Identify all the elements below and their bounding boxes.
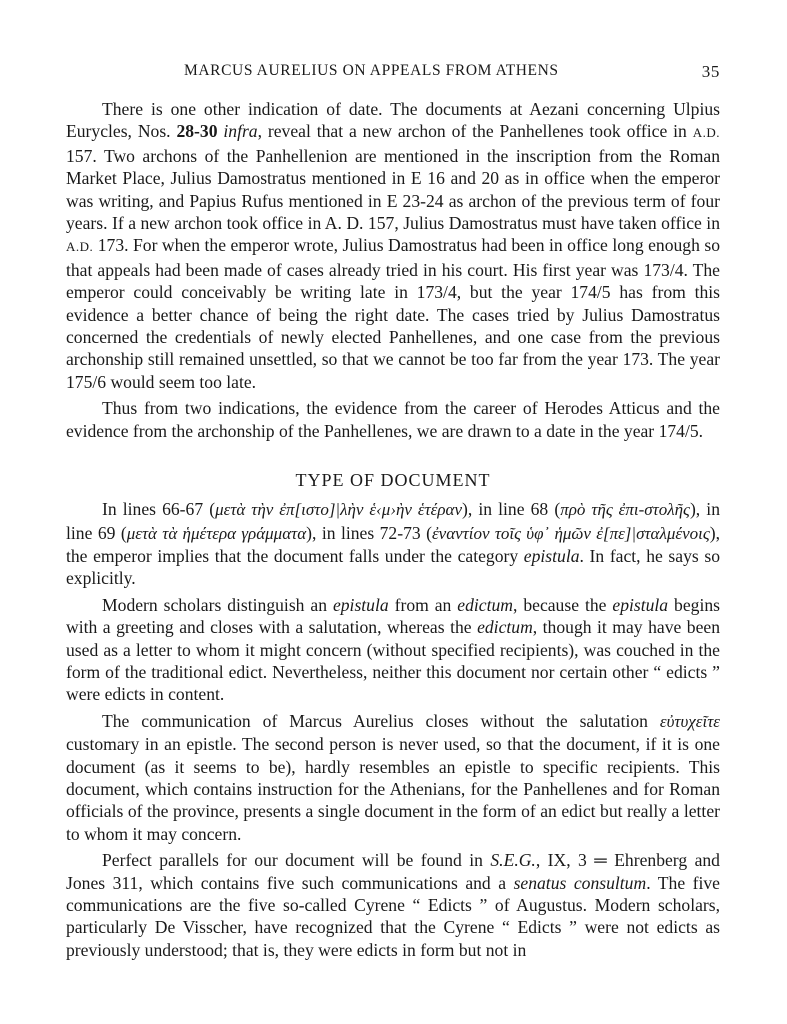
greek-quote: πρὸ τῆς ἐπι-στολῆς: [560, 500, 690, 520]
body-text: [66, 98, 720, 965]
paragraph-line-references: In lines 66-67 (μετὰ τὴν ἐπ[ιστο]|λὴν ἑ‹μ›ὴν ἑτέραν), in line 68 (πρὸ τῆς ἐπι-στολῆς), in line 69 (μετὰ τὰ ἡμέτερα γράμματα), in lines 72-73 (ἐναντίον τοῖς ὑφ᾿ ἡμῶν ἐ[πε]|σταλμένοις), the emperor implies that the document falls under the category epistula. In fact, he says so explicitly.: [66, 499, 721, 589]
section-heading: TYPE OF DOCUMENT: [295, 470, 491, 491]
paragraph-date-conclusion: Thus from two indications, the evidence from the career of Herodes Atticus and the evidence from the archonship of the Panhellenes, we are drawn to a date in the year 174/5.: [66, 398, 720, 441]
paragraph-date-evidence: There is one other indication of date. The documents at Aezani concerning Ulpius Eurycles, Nos. 28-30 infra, reveal that a new archon of the Panhellenes took office in A.D. 157. Two archons of the Panhellenion are mentioned in the inscription from the Roman Market Place, Julius Damostratus mentioned in E 16 and 20 as in office when the emperor was writing, and Papius Rufus mentioned in E 23-24 as archon of the previous term of four years. If a new archon took office in A. D. 157, Julius Damostratus must have taken office in A.D. 173. For when the emperor wrote, Julius Damostratus had been in office long enough so that appeals had been made of cases already tried in his court. His first year was 173/4. The emperor could conceivably be writing late in 173/4, but the year 174/5 has from this evidence a better chance of being the right date. The cases tried by Julius Damostratus concerned the credentials of newly elected Panhellenes, and one case from the previous archonship still remained unsettled, so that we cannot be too far from the year 173. The year 175/6 would seem too late.: [66, 99, 720, 392]
greek-word: εὐτυχεῖτε: [659, 711, 720, 731]
document-numbers: 28-30: [176, 121, 218, 142]
greek-quote: μετὰ τὴν ἐπ[ιστο]|λὴν ἑ‹μ›ὴν ἑτέραν: [215, 500, 462, 520]
greek-quote: ἐναντίον τοῖς ὑφ᾿ ἡμῶν ἐ[πε]|σταλμένοις: [431, 523, 710, 543]
paragraph-epistula-edictum: Modern scholars distinguish an epistula from an edictum, because the epistula begins with a greeting and closes with a salutation, whereas the edictum, though it may have been used as a letter to whom it might concern (without specified recipients), was couched in the form of the traditional edict. Nevertheless, neither this document nor certain other “ edicts ” were edicts in content.: [66, 594, 720, 705]
running-title: MARCUS AURELIUS ON APPEALS FROM ATHENS: [184, 62, 559, 79]
greek-quote: μετὰ τὰ ἡμέτερα γράμματα: [126, 523, 307, 543]
page-number: 35: [701, 62, 720, 81]
paragraph-parallels: Perfect parallels for our document will be found in S.E.G., IX, 3 ═ Ehrenberg and Jones 311, which contains five such communications and a senatus consultum. The five communications are the five so-called Cyrene “ Edicts ” of Augustus. Modern scholars, particularly De Visscher, have recognized that the Cyrene “ Edicts ” were not edicts as previously understood; that is, they were edicts in form but not in: [66, 850, 720, 960]
running-head: [66, 62, 720, 84]
paragraph-salutation: The communication of Marcus Aurelius closes without the salutation εὐτυχεῖτε customary in an epistle. The second person is never used, so that the document, if it is one document (as it seems to be), hardly resembles an epistle to specific recipients. This document, which contains instruction for the Athenians, for the Panhellenes and for Roman officials of the province, presents a single document in the form of an edict but really a letter to whom it may concern.: [66, 710, 720, 844]
